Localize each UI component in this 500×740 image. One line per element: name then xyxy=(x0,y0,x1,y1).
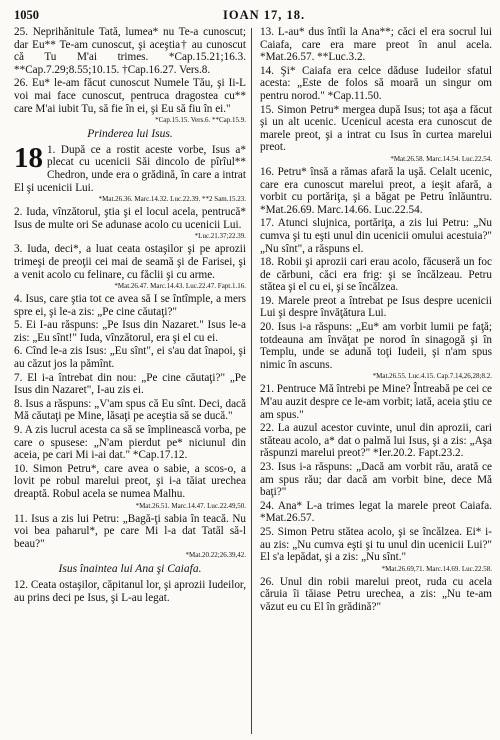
verse xyxy=(260,26,492,64)
cross-reference xyxy=(260,155,492,164)
verse-text: 16. Petru* însă a rămas afară la uşă. Celalt ucenic, care era cunoscut marelui preot, a ieşit afară, a vorbit cu portăriţa, şi a băgat pe Petru înlăuntru. *Mat.26.69. Marc.14.66. Luc.22.54. xyxy=(260,165,492,216)
verse xyxy=(260,526,492,564)
section-heading xyxy=(14,128,246,141)
verse-text: 19. Marele preot a întrebat pe Isus despre ucenicii Lui şi despre învăţătura Lui. xyxy=(260,294,492,320)
verse xyxy=(260,500,492,525)
cross-reference xyxy=(14,116,246,125)
verse-text: 14. Şi* Caiafa era celce dăduse Iudeilor sfatul acesta: „Este de folos să moară un singur om pentru norod." *Cap.11.50. xyxy=(260,64,492,102)
verse xyxy=(14,141,246,194)
verse-text: 7. El i-a întrebat din nou: „Pe cine căutaţi?" „Pe Isus din Nazaret", I-au zis ei. xyxy=(14,371,246,397)
verse xyxy=(260,383,492,421)
verse xyxy=(14,372,246,397)
verse-text: Isus înaintea lui Ana şi Caiafa. xyxy=(58,563,202,576)
verse-text: 20. Isus i-a răspuns: „Eu* am vorbit lumii pe faţă; totdeauna am învăţat pe norod în sinagogă şi în Templu, unde se adună toţi Iudeii, şi n'am spus nimic în ascuns. xyxy=(260,321,492,371)
verse-text: 11. Isus a zis lui Petru: „Bagă-ţi sabia în teacă. Nu voi bea paharul*, pe care Mi l-a dat Tatăl să-l beau?" xyxy=(14,512,246,550)
section-heading xyxy=(14,563,246,576)
page-header xyxy=(0,8,500,24)
verse-text: 17. Atunci slujnica, portăriţa, a zis lui Petru: „Nu cumva şi tu eşti unul din ucenicii omului acestuia?" „Nu sînt", a răspuns el. xyxy=(260,217,492,255)
verse-text: 23. Isus i-a răspuns: „Dacă am vorbit rău, arată ce am spus rău; dar dacă am vorbit bine, dece Mă baţi?" xyxy=(260,461,492,499)
verse-text: 6. Cînd le-a zis Isus: „Eu sînt", ei s'au dat înapoi, şi au căzut jos la pămînt. xyxy=(14,345,246,371)
cross-reference xyxy=(260,372,492,381)
verse xyxy=(14,293,246,318)
verse xyxy=(14,26,246,76)
verse-text: 18. Robii şi aprozii cari erau acolo, făcuseră un foc de cărbuni, căci era frig: şi se încălzeau. Petru stătea şi el cu ei, şi se încălzea. xyxy=(260,256,492,294)
verse-text: *Cap.15.15. Vers.6. **Cap.15.9. xyxy=(155,116,246,125)
verse xyxy=(260,422,492,460)
verse-text: 2. Iuda, vînzătorul, ştia şi el locul acela, pentrucă* Isus de multe ori Se adunase acolo cu ucenicii Lui. xyxy=(14,206,246,231)
verse xyxy=(260,104,492,154)
verse xyxy=(260,217,492,255)
verse-text: *Mat.20.22;26.39,42. xyxy=(185,551,246,560)
verse-text: 26. Unul din robii marelui preot, ruda cu acela căruia îi tăiase Petru urechea, a zis: „Nu te-am văzut eu cu El în grădină?" xyxy=(260,575,492,613)
verse-text: 21. Pentruce Mă întrebi pe Mine? Întreabă pe cei ce M'au auzit despre ce le-am vorbit; iată, aceia ştiu ce am spus." xyxy=(260,383,492,421)
verse-text: *Luc.21.37;22.39. xyxy=(194,232,246,241)
cross-reference xyxy=(14,282,246,291)
verse-text: 5. Ei I-au răspuns: „Pe Isus din Nazaret." Isus le-a zis: „Eu sînt!" Iuda, vînzătorul, era şi el cu ei. xyxy=(14,319,246,344)
verse-text: 10. Simon Petru*, care avea o sabie, a scos-o, a lovit pe robul marelui preot, şi i-a tăiat urechea dreaptă. Robul acela se numea Malhu. xyxy=(14,462,246,500)
verse-text: *Mat.26.58. Marc.14.54. Luc.22.54. xyxy=(390,154,492,163)
column-divider xyxy=(251,28,252,734)
cross-reference xyxy=(260,565,492,574)
verse-text: 25. Simon Petru stătea acolo, şi se încălzea. Ei* i-au zis: „Nu cumva eşti şi tu unul din ucenicii Lui?" El s'a lepădat, şi a zis: „Nu sînt." xyxy=(260,525,492,564)
verse xyxy=(260,256,492,294)
verse-text: *Mat.26.55. Luc.4.15. Cap.7.14,26,28;8.2. xyxy=(372,372,492,381)
left-column xyxy=(14,26,246,734)
verse xyxy=(14,77,246,115)
verse xyxy=(260,461,492,499)
verse-text: 9. A zis lucrul acesta ca să se împlinească vorba, pe care o spusese: „N'am pierdut pe* niciunul din aceia, pe cari Mi i-ai dat." *Cap.17.12. xyxy=(14,424,246,462)
verse-text: Prinderea lui Isus. xyxy=(87,128,173,141)
cross-reference xyxy=(14,551,246,560)
verse xyxy=(260,65,492,103)
verse-text: 8. Isus a răspuns: „V'am spus că Eu sînt. Deci, dacă Mă căutaţi pe Mine, lăsaţi pe aceştia să se ducă." xyxy=(14,397,246,423)
chapter-number: 18 xyxy=(14,141,43,174)
verse-text: 4. Isus, care ştia tot ce avea să I se întîmple, a mers spre ei, şi le-a zis: „Pe cine căutaţi?" xyxy=(14,293,246,318)
verse xyxy=(14,243,246,281)
verse-text: 15. Simon Petru* mergea după Isus; tot aşa a făcut şi un alt ucenic. Ucenicul acesta era cunoscut de marele preot, şi a intrat cu Isus în curtea marelui preot. xyxy=(260,103,492,154)
verse xyxy=(14,345,246,370)
verse xyxy=(14,319,246,344)
verse-text: 12. Ceata ostaşilor, căpitanul lor, şi aprozii Iudeilor, au prins deci pe Isus, şi L-au legat. xyxy=(14,578,246,604)
verse-text: 1. După ce a rostit aceste vorbe, Isus a* plecat cu ucenicii Săi dincolo de pîrîul** Chedron, unde era o grădină, în care a intrat El şi ucenicii Lui. xyxy=(14,143,246,194)
verse xyxy=(14,398,246,423)
page-number: 1050 xyxy=(14,8,39,22)
verse xyxy=(14,579,246,604)
cross-reference xyxy=(14,195,246,204)
verse xyxy=(14,424,246,462)
verse xyxy=(14,463,246,501)
verse-text: 25. Neprihănitule Tată, lumea* nu Te-a cunoscut; dar Eu** Te-am cunoscut, şi aceştia† au cunoscut că Tu M'ai trimes. *Cap.15.21;16.3. **Cap.7.29;8.55;10.15. †Cap.16.27. Vers.8. xyxy=(14,26,246,76)
verse-text: 22. La auzul acestor cuvinte, unul din aprozii, cari stăteau acolo, a* dat o palmă lui Isus, şi a zis: „Aşa răspunzi marelui preot?" *Ier.20.2. Fapt.23.2. xyxy=(260,422,492,460)
verse xyxy=(260,576,492,614)
right-column xyxy=(260,26,492,734)
verse-text: 13. L-au* dus întîi la Ana**; căci el era socrul lui Caiafa, care era mare preot în anul acela. *Mat.26.57. **Luc.3.2. xyxy=(260,26,492,64)
verse-text: *Mat.26.51. Marc.14.47. Luc.22.49,50. xyxy=(135,501,246,510)
verse-text: 3. Iuda, deci*, a luat ceata ostaşilor şi pe aprozii trimeşi de preoţii cei mai de seamă şi de Farisei, şi a venit acolo cu felinare, cu făclii şi cu arme. xyxy=(14,243,246,281)
verse-text: 24. Ana* L-a trimes legat la marele preot Caiafa. *Mat.26.57. xyxy=(260,499,492,525)
verse xyxy=(14,206,246,231)
verse xyxy=(260,166,492,216)
verse-text: 26. Eu* le-am făcut cunoscut Numele Tău, şi Ii-L voi mai face cunoscut, pentruca dragostea cu** care M'ai iubit Tu, să fie în ei, şi Eu să fiu în ei." xyxy=(14,77,246,115)
verse-text: *Mat.26.69,71. Marc.14.69. Luc.22.58. xyxy=(381,564,492,573)
cross-reference xyxy=(14,502,246,511)
verse-text: *Mat.26.36. Marc.14.32. Luc.22.39. **2 Sam.15.23. xyxy=(98,195,246,204)
cross-reference xyxy=(14,232,246,241)
running-title: IOAN 17, 18. xyxy=(223,8,306,22)
verse xyxy=(260,321,492,371)
verse-text: *Mat.26.47. Marc.14.43. Luc.22.47. Fapt.1.16. xyxy=(114,282,246,291)
verse xyxy=(260,295,492,320)
verse xyxy=(14,513,246,551)
